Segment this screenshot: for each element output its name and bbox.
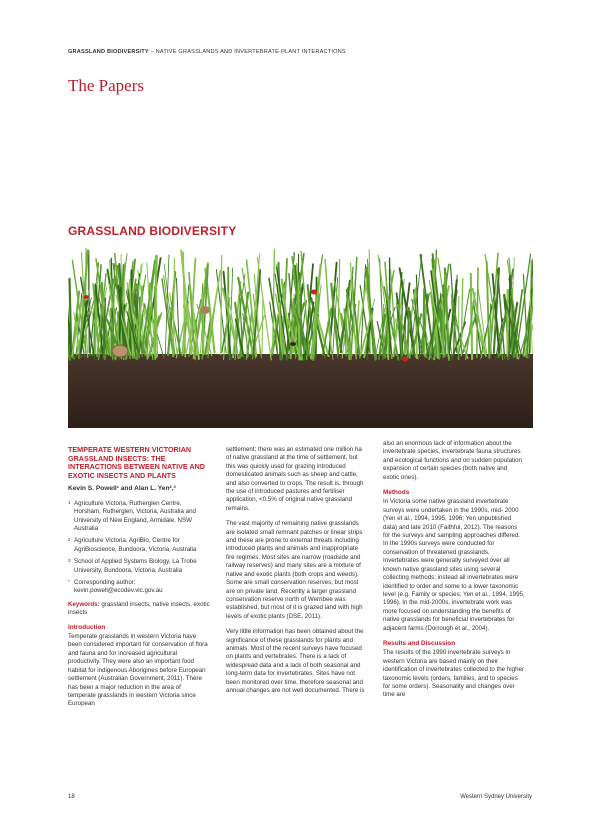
results-heading: Results and Discussion xyxy=(383,639,456,647)
keywords-label: Keywords: xyxy=(68,600,100,608)
ladybird-beetle xyxy=(311,290,317,295)
running-head xyxy=(68,49,346,55)
affiliation-number: 2 xyxy=(68,537,71,543)
grass-blade xyxy=(173,259,175,357)
grass-blades xyxy=(68,249,533,360)
publisher-name: Western Sydney University xyxy=(460,794,532,800)
body-paragraph: settlement; there was an estimated one million ha of native grassland at the time of settlement, but this was quickly used for grazing introduced domesticated animals such as sheep and cattle, and also converted to crops. The result is, through the use of introduced pastures and fertiliser application, <0.5% of original native grassland remains. xyxy=(226,446,364,512)
keywords-text: grassland insects, native insects, exotic insects xyxy=(68,600,210,617)
soil-layer xyxy=(68,354,533,428)
affiliation xyxy=(68,558,210,575)
section-title: The Papers xyxy=(68,76,145,95)
affiliation-text: Agriculture Victoria, Rutherglen Centre, Horsham, Rutherglen, Victoria, Australia and University of New England, Armidale, NSW Australia xyxy=(74,499,196,532)
paper-title: TEMPERATE WESTERN VICTORIAN GRASSLAND INSECTS: THE INTERACTIONS BETWEEN NATIVE AND EXOTIC INSECTS AND PLANTS xyxy=(68,445,205,480)
introduction-heading: Introduction xyxy=(68,623,106,631)
corresponding-author xyxy=(68,579,210,587)
methods-heading: Methods xyxy=(383,489,410,497)
affiliation-number: * xyxy=(68,579,70,585)
running-head-subtitle: – NATIVE GRASSLANDS AND INVERTEBRATE-PLANT INTERACTIONS xyxy=(148,49,346,55)
article-title: GRASSLAND BIODIVERSITY xyxy=(68,224,237,238)
affiliation xyxy=(68,500,210,534)
grass-blade xyxy=(181,250,191,354)
body-paragraph: Very little information has been obtained about the significance of these grasslands for plants and animals. Most of the recent surveys have focused on plants and vertebrates. There is a lack of widespread data and a lack of both seasonal and long-term data for invertebrates. Sites have not been monitored over time, therefore seasonal and annual changes are not well documented. There is xyxy=(226,628,365,694)
grass-blade xyxy=(423,289,424,352)
snail-shell xyxy=(200,306,210,314)
affiliation-text: School of Applied Systems Biology, La Trobe University, Bundoora, Victoria, Australia xyxy=(74,558,197,574)
keywords xyxy=(68,601,210,618)
ladybird-beetle xyxy=(84,295,89,299)
body-paragraph: also an enormous lack of information about the invertebrate species, invertebrate fauna structures and ecological functions and on sudden population expansion of certain species (both native and exotic ones). xyxy=(383,440,522,481)
authors: Kevin S. Powell¹ and Alan L. Yen²,³ xyxy=(68,485,176,493)
snail-shell xyxy=(112,345,128,357)
ladybird-beetle xyxy=(402,357,408,362)
running-head-section: GRASSLAND BIODIVERSITY xyxy=(68,49,149,55)
grass-blade xyxy=(262,299,263,353)
affiliation-text: Agriculture Victoria, AgriBio, Centre for AgriBioscience, Bundoora, Victoria, Australia xyxy=(74,537,197,553)
grass-blade xyxy=(89,251,90,353)
affiliation xyxy=(68,537,210,554)
affiliation-number: 3 xyxy=(68,558,71,564)
column-3 xyxy=(383,440,525,707)
column-1 xyxy=(68,446,210,716)
author-email[interactable]: kevin.powell@ecodev.vic.gov.au xyxy=(74,587,163,595)
column-2 xyxy=(226,446,368,702)
affiliation-text: Corresponding author: xyxy=(74,579,136,587)
grass-soil-photo xyxy=(68,248,533,428)
page-number: 18 xyxy=(68,794,75,800)
insect xyxy=(290,342,296,346)
methods-text: In Victoria some native grassland invertebrate surveys were undertaken in the 1990s, mid- 2000 (Yen et al., 1994, 1995, 1996; Yen unpublished data) and late 2010 (Faithful, 2012). The reasons for the surveys and sampling approaches differed. In the 1990s surveys were conducted for conservation of threatened grasslands. Invertebrates were generally surveyed over all known native grassland sites using several collecting methods; instead all invertebrates were identified to order and some to a lower taxonomic level (e.g. Family or species; Yen et al., 1994, 1995, 1996). In the mid-2000s, invertebrate work was more focused on understanding the benefits of native grasslands for beneficial invertebrates for adjacent farms (Dorrough et al., 2004). xyxy=(383,498,525,632)
body-paragraph: The vast majority of remaining native grasslands are isolated small remnant patches or linear strips and these are prone to external threats including introduced plants and animals and inappropriate fire regimes. Most sites are narrow (roadside and railway reserves) and many sites are a mixture of native and exotic plants (both crops and weeds). Some are small conservation reserves, but most are on private land. Recently a larger grassland conservation reserve north of Werribee was established, but most of it is grazed land with high levels of exotic plants (DSE, 2011). xyxy=(226,520,363,620)
introduction-text: Temperate grasslands in western Victoria have been considered important for conservation of flora and fauna and for increased agricultural productivity. They were also an important food habitat for indigenous Aborigines before European settlement (Australian Government, 2011). There has been a major reduction in the area of temperate grasslands in western Victoria since European xyxy=(68,633,208,708)
affiliation-number: 1 xyxy=(68,499,71,505)
results-text: The results of the 1990 invertebrate surveys in western Victoria are based mainly on their identification of invertebrates collected to the higher taxonomic levels (orders, families, and to species for some orders). Seasonality and changes over time are xyxy=(383,649,525,699)
